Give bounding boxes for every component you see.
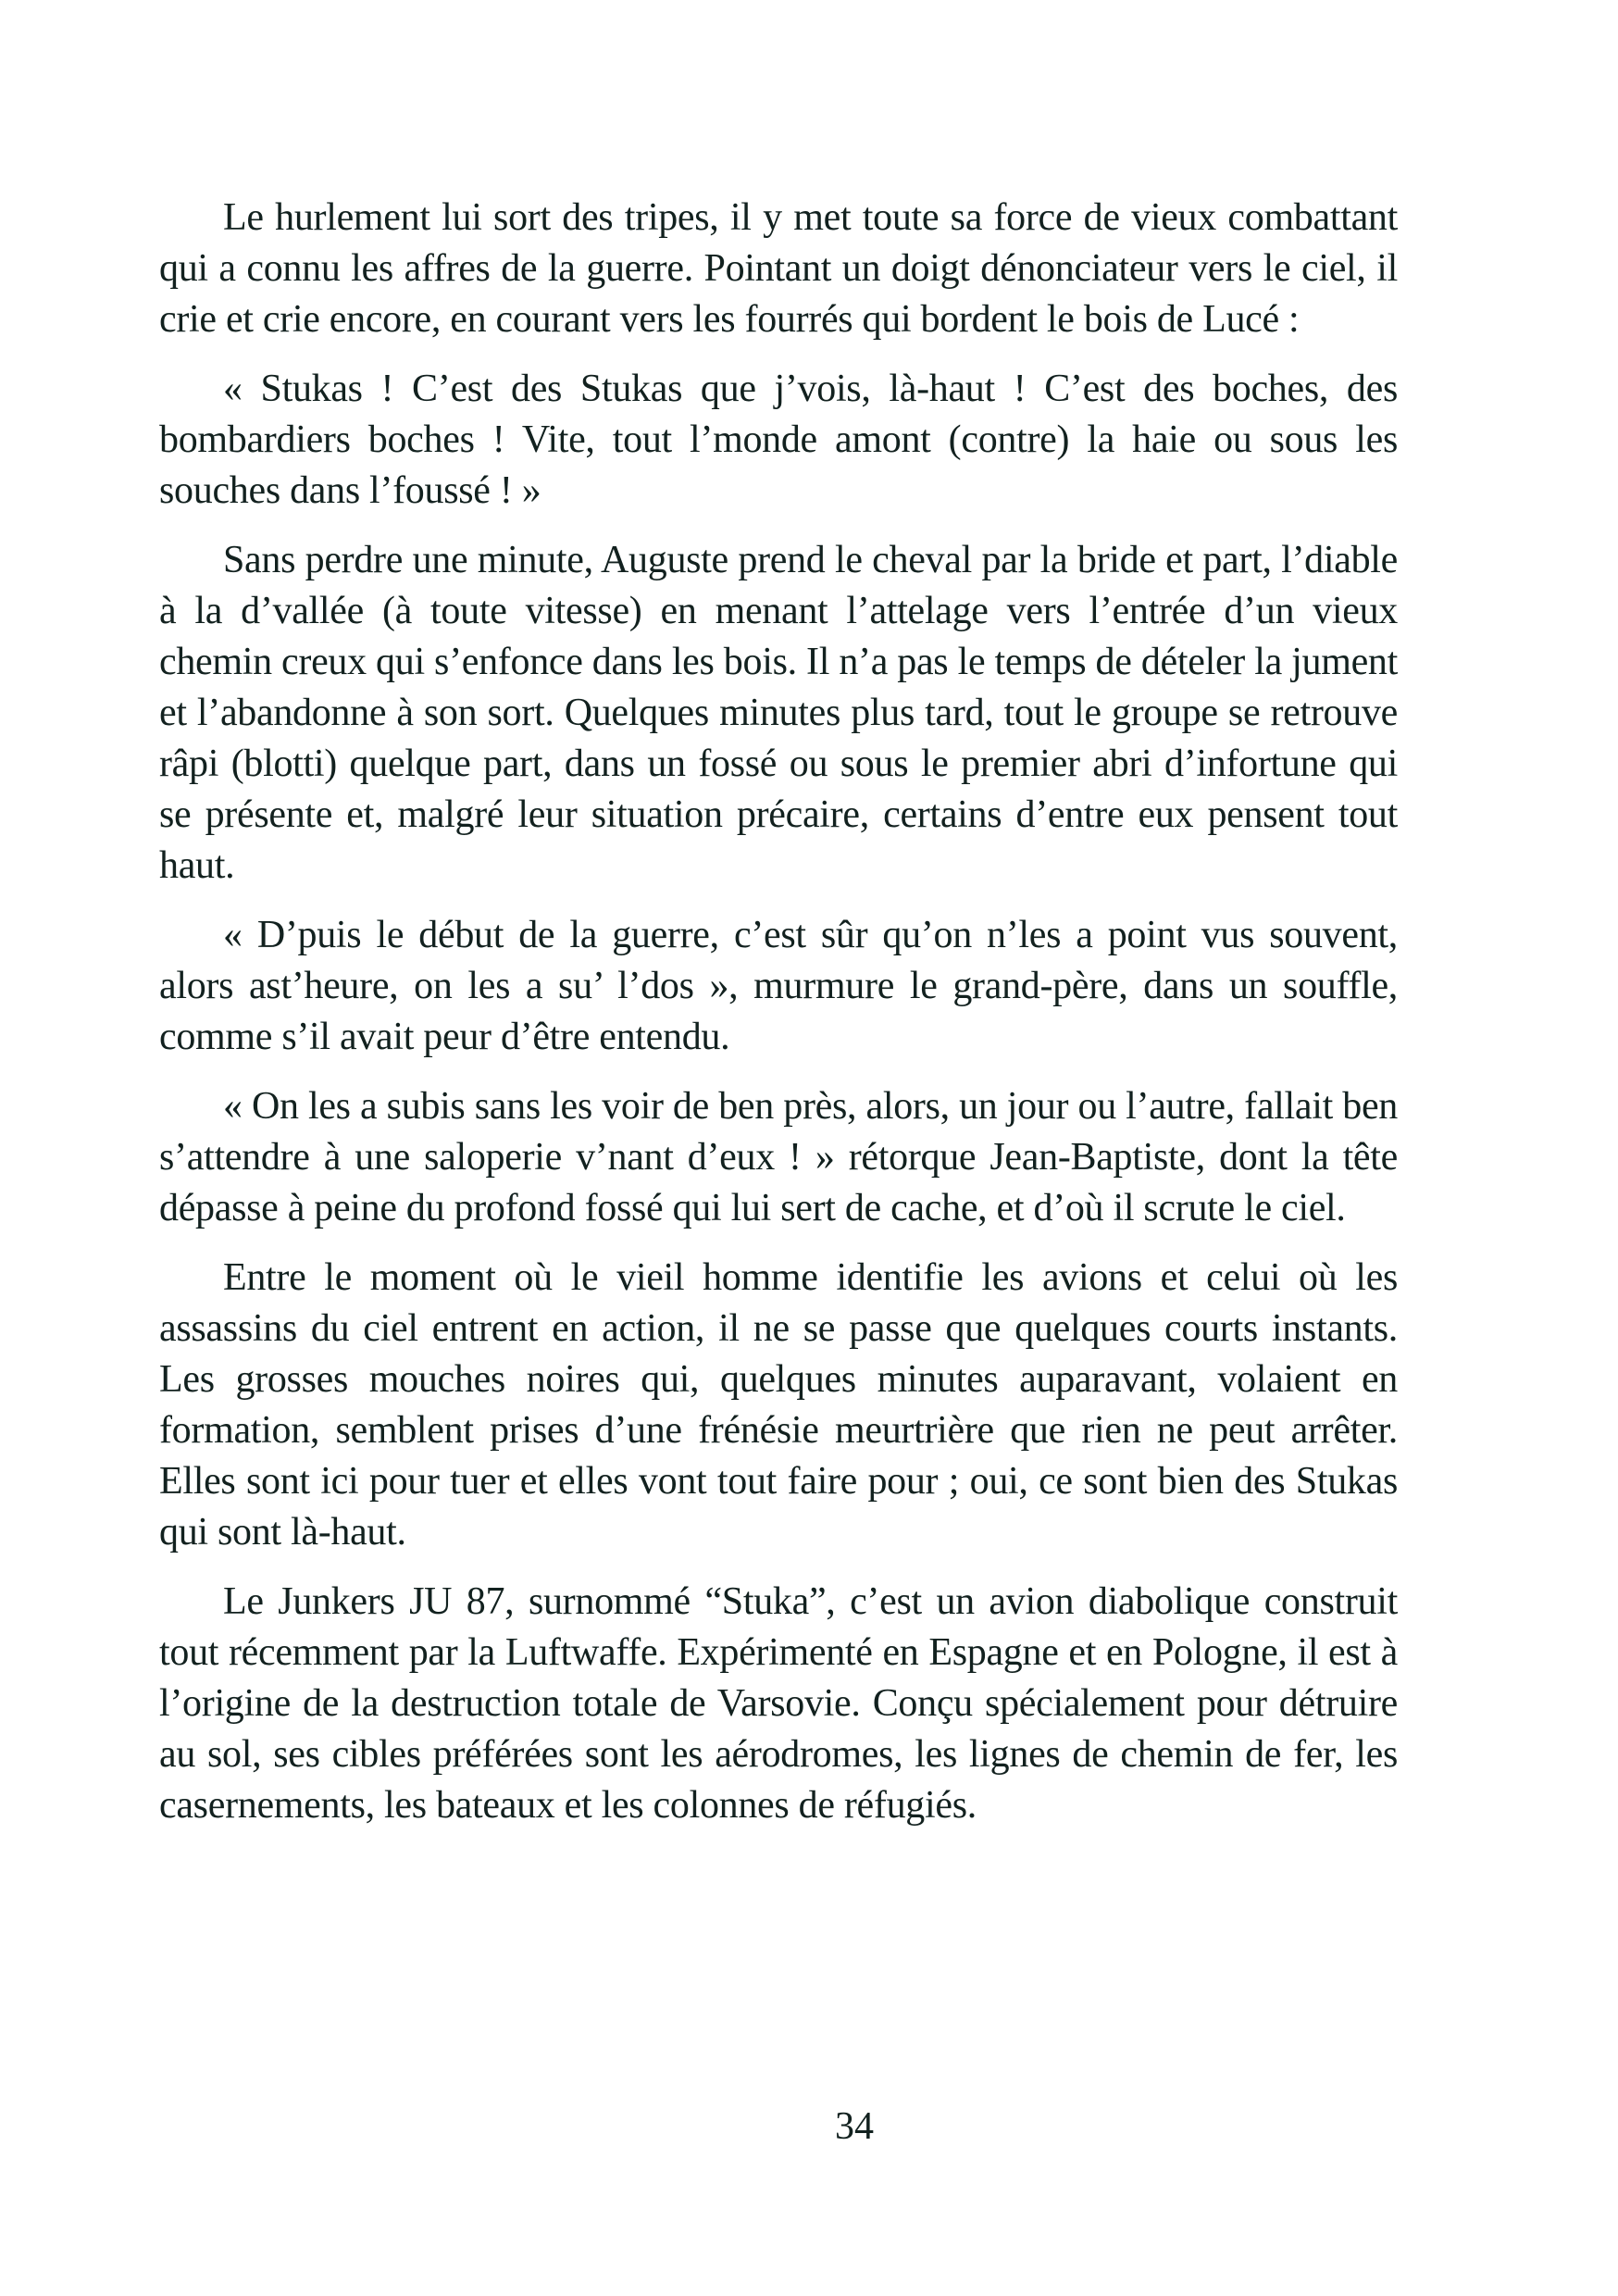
body-text bbox=[159, 193, 1398, 1850]
paragraph: Le hurlement lui sort des tripes, il y met toute sa force de vieux combattant qui a connu les affres de la guerre. Pointant un doigt dénonciateur vers le ciel, il crie et crie encore, en courant vers les fourrés qui bordent le bois de Lucé : bbox=[159, 196, 1398, 341]
paragraph: « On les a subis sans les voir de ben près, alors, un jour ou l’autre, fallait ben s’attendre à une saloperie v’nant d’eux ! » rétorque Jean-Baptiste, dont la tête dépasse à peine du profond fossé qui lui sert de cache, et d’où il scrute le ciel. bbox=[159, 1085, 1398, 1229]
paragraph: « Stukas ! C’est des Stukas que j’vois, là-haut ! C’est des boches, des bombardiers boches ! Vite, tout l’monde amont (contre) la haie ou sous les souches dans l’foussé ! » bbox=[159, 368, 1398, 512]
page-number: 34 bbox=[835, 2105, 874, 2148]
paragraph: Le Junkers JU 87, surnommé “Stuka”, c’est un avion diabolique construit tout récemment par la Luftwaffe. Expérimenté en Espagne et en Pologne, il est à l’origine de la destruction totale de Varsovie. Conçu spécialement pour détruire au sol, ses cibles préférées sont les aérodromes, les lignes de chemin de fer, les casernements, les bateaux et les colonnes de réfugiés. bbox=[159, 1580, 1398, 1827]
paragraph: « D’puis le début de la guerre, c’est sûr qu’on n’les a point vus souvent, alors ast’heure, on les a su’ l’dos », murmure le grand-père, dans un souffle, comme s’il avait peur d’être entendu. bbox=[159, 914, 1398, 1058]
paragraph: Entre le moment où le vieil homme identifie les avions et celui où les assassins du ciel entrent en action, il ne se passe que quelques courts instants. Les grosses mouches noires qui, quelques minutes auparavant, volaient en formation, semblent prises d’une frénésie meurtrière que rien ne peut arrêter. Elles sont ici pour tuer et elles vont tout faire pour ; oui, ce sont bien des Stukas qui sont là-haut. bbox=[159, 1256, 1398, 1554]
paragraph: Sans perdre une minute, Auguste prend le cheval par la bride et part, l’diable à la d’vallée (à toute vitesse) en menant l’attelage vers l’entrée d’un vieux chemin creux qui s’enfonce dans les bois. Il n’a pas le temps de dételer la jument et l’abandonne à son sort. Quelques minutes plus tard, tout le groupe se retrouve râpi (blotti) quelque part, dans un fossé ou sous le premier abri d’infortune qui se présente et, malgré leur situation précaire, certains d’entre eux pensent tout haut. bbox=[159, 539, 1398, 887]
